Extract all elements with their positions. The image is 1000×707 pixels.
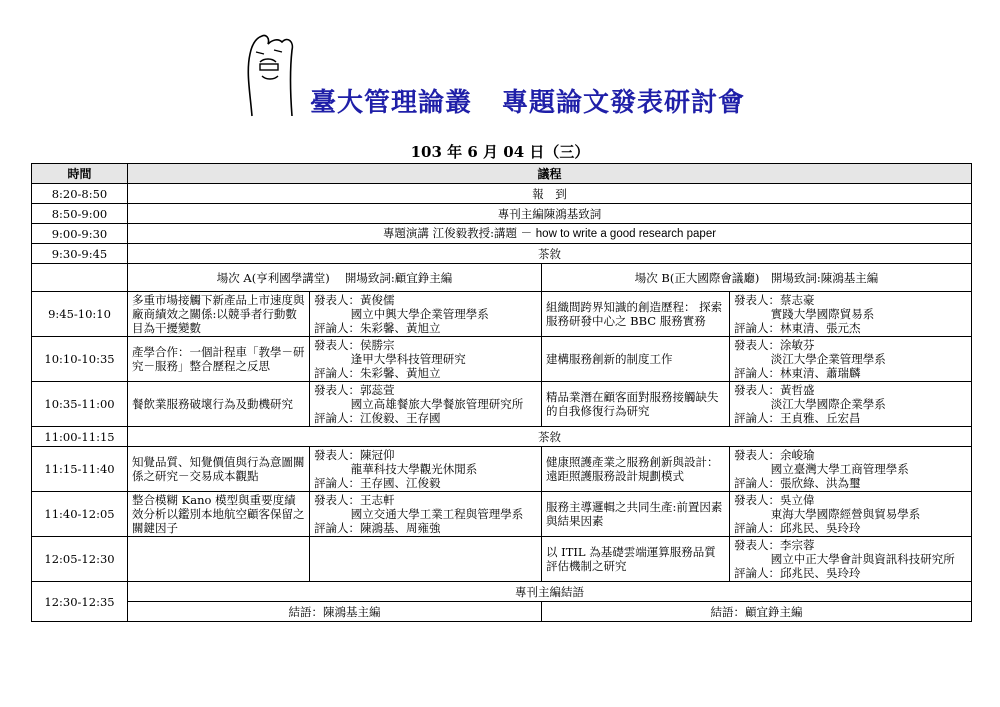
- presenter: 發表人：涂敏芬: [734, 338, 815, 352]
- paper-title-a: 整合模糊 Kano 模型與重要度績效分析以鑑別本地航空顧客保留之關鍵因子: [128, 492, 310, 537]
- paper-info-a: [310, 492, 542, 537]
- paper-info-b: [730, 492, 972, 537]
- header-program: 議程: [128, 164, 972, 184]
- presenter: 發表人：蔡志豪: [734, 293, 815, 307]
- time-cell: 11:15-11:40: [32, 447, 128, 492]
- title-left: 臺大管理論叢: [310, 88, 473, 118]
- table-row: [32, 224, 972, 244]
- paper-info-a: [310, 337, 542, 382]
- time-cell: 8:20-8:50: [32, 184, 128, 204]
- affiliation: 國立中興大學企業管理學系: [350, 307, 489, 321]
- program-cell: 茶敘: [128, 427, 972, 447]
- table-header-row: [32, 164, 972, 184]
- table-row: [32, 537, 972, 582]
- session-a-header: 場次 A(亨利國學講堂) 開場致詞:顧宜錚主編: [128, 264, 542, 292]
- program-cell: 茶敘: [128, 244, 972, 264]
- affiliation: 淡江大學國際企業學系: [770, 397, 886, 411]
- paper-info-b: [730, 382, 972, 427]
- discussant: 評論人：林東清、蕭瑞麟: [734, 366, 861, 380]
- discussant: 評論人：王貞雅、丘宏昌: [734, 411, 861, 425]
- affiliation: 實踐大學國際貿易系: [770, 307, 875, 321]
- time-cell: 9:30-9:45: [32, 244, 128, 264]
- presenter: 發表人：郭蕊萱: [314, 383, 395, 397]
- discussant: 評論人：邱兆民、吳玲玲: [734, 566, 861, 580]
- presenter: 發表人：余峻瑜: [734, 448, 815, 462]
- paper-info-b: [730, 447, 972, 492]
- table-row: [32, 427, 972, 447]
- table-row: [32, 382, 972, 427]
- table-row: [32, 492, 972, 537]
- paper-info-b: [730, 337, 972, 382]
- table-row: [32, 292, 972, 337]
- paper-title-b: 精品業潛在顧客面對服務接觸缺失的自我修復行為研究: [542, 382, 730, 427]
- paper-info-a: [310, 537, 542, 582]
- program-cell: 報 到: [128, 184, 972, 204]
- logo-drawing: [238, 32, 302, 118]
- discussant: 評論人：王存國、江俊毅: [314, 476, 441, 490]
- table-row: [32, 204, 972, 224]
- affiliation: 國立高雄餐旅大學餐旅管理研究所: [350, 397, 524, 411]
- program-cell: [128, 224, 972, 244]
- presenter: 發表人：黃俊儒: [314, 293, 395, 307]
- paper-title-a: 多重市場接觸下新產品上市速度與廠商績效之關係:以競爭者行動數目為干擾變數: [128, 292, 310, 337]
- discussant: 評論人：林東清、張元杰: [734, 321, 861, 335]
- time-cell: 12:30-12:35: [32, 582, 128, 622]
- table-row: [32, 582, 972, 602]
- affiliation: 國立中正大學會計與資訊科技研究所: [770, 552, 955, 566]
- schedule-table: [31, 163, 972, 622]
- time-cell: 10:10-10:35: [32, 337, 128, 382]
- table-row: [32, 447, 972, 492]
- paper-title-b: 以 ITIL 為基礎雲端運算服務品質評估機制之研究: [542, 537, 730, 582]
- presenter: 發表人：侯勝宗: [314, 338, 395, 352]
- paper-title-b: 健康照護產業之服務創新與設計：遠距照護服務設計規劃模式: [542, 447, 730, 492]
- closing-a: 結語：陳鴻基主編: [128, 602, 542, 622]
- time-cell: 8:50-9:00: [32, 204, 128, 224]
- time-cell: 9:45-10:10: [32, 292, 128, 337]
- paper-info-b: [730, 537, 972, 582]
- presenter: 發表人：黃哲盛: [734, 383, 815, 397]
- session-header-row: [32, 264, 972, 292]
- paper-title-a: [128, 537, 310, 582]
- session-b-header: 場次 B(正大國際會議廳) 開場致詞:陳鴻基主編: [542, 264, 972, 292]
- title-right: 專題論文發表研討會: [502, 88, 746, 118]
- paper-title-b: 建構服務創新的制度工作: [542, 337, 730, 382]
- paper-title-b: 組織間跨界知識的創造歷程： 探索服務研發中心之 BBC 服務實務: [542, 292, 730, 337]
- presenter: 發表人：王志軒: [314, 493, 395, 507]
- closing-b: 結語：顧宜錚主編: [542, 602, 972, 622]
- header-time: 時間: [32, 164, 128, 184]
- presenter: 發表人：李宗蓉: [734, 538, 815, 552]
- affiliation: 東海大學國際經營與貿易學系: [770, 507, 921, 521]
- time-cell: 9:00-9:30: [32, 224, 128, 244]
- keynote-en: how to write a good research paper: [535, 228, 717, 240]
- paper-title-b: 服務主導邏輯之共同生產:前置因素與結果因素: [542, 492, 730, 537]
- time-cell: 10:35-11:00: [32, 382, 128, 427]
- paper-info-a: [310, 382, 542, 427]
- affiliation: 國立交通大學工業工程與管理學系: [350, 507, 524, 521]
- table-row: [32, 602, 972, 622]
- time-cell: 11:00-11:15: [32, 427, 128, 447]
- discussant: 評論人：陳鴻基、周雍強: [314, 521, 441, 535]
- affiliation: 國立臺灣大學工商管理學系: [770, 462, 909, 476]
- discussant: 評論人：江俊毅、王存國: [314, 411, 441, 425]
- paper-info-b: [730, 292, 972, 337]
- paper-title-a: 知覺品質、知覺價值與行為意圖關係之研究－交易成本觀點: [128, 447, 310, 492]
- table-row: [32, 184, 972, 204]
- discussant: 評論人：張欣綠、洪為璽: [734, 476, 861, 490]
- discussant: 評論人：朱彩馨、黃旭立: [314, 321, 441, 335]
- time-cell: 12:05-12:30: [32, 537, 128, 582]
- discussant: 評論人：朱彩馨、黃旭立: [314, 366, 441, 380]
- presenter: 發表人：吳立偉: [734, 493, 815, 507]
- empty-cell: [32, 264, 128, 292]
- affiliation: 淡江大學企業管理學系: [770, 352, 886, 366]
- closing-title: 專刊主編結語: [128, 582, 972, 602]
- affiliation: 逢甲大學科技管理研究: [350, 352, 466, 366]
- paper-title-a: 產學合作：一個計程車「教學－研究－服務」整合歷程之反思: [128, 337, 310, 382]
- affiliation: 龍華科技大學觀光休閒系: [350, 462, 478, 476]
- program-cell: 專刊主編陳鴻基致詞: [128, 204, 972, 224]
- table-row: [32, 337, 972, 382]
- discussant: 評論人：邱兆民、吳玲玲: [734, 521, 861, 535]
- paper-info-a: [310, 447, 542, 492]
- paper-title-a: 餐飲業服務破壞行為及動機研究: [128, 382, 310, 427]
- table-row: [32, 244, 972, 264]
- presenter: 發表人：陳冠仰: [314, 448, 395, 462]
- paper-info-a: [310, 292, 542, 337]
- page-title: [310, 82, 745, 119]
- keynote-zh: 專題演講 江俊毅教授:講題 －: [382, 226, 536, 240]
- time-cell: 11:40-12:05: [32, 492, 128, 537]
- event-date: 103 年 6 月 04 日（三）: [410, 143, 590, 161]
